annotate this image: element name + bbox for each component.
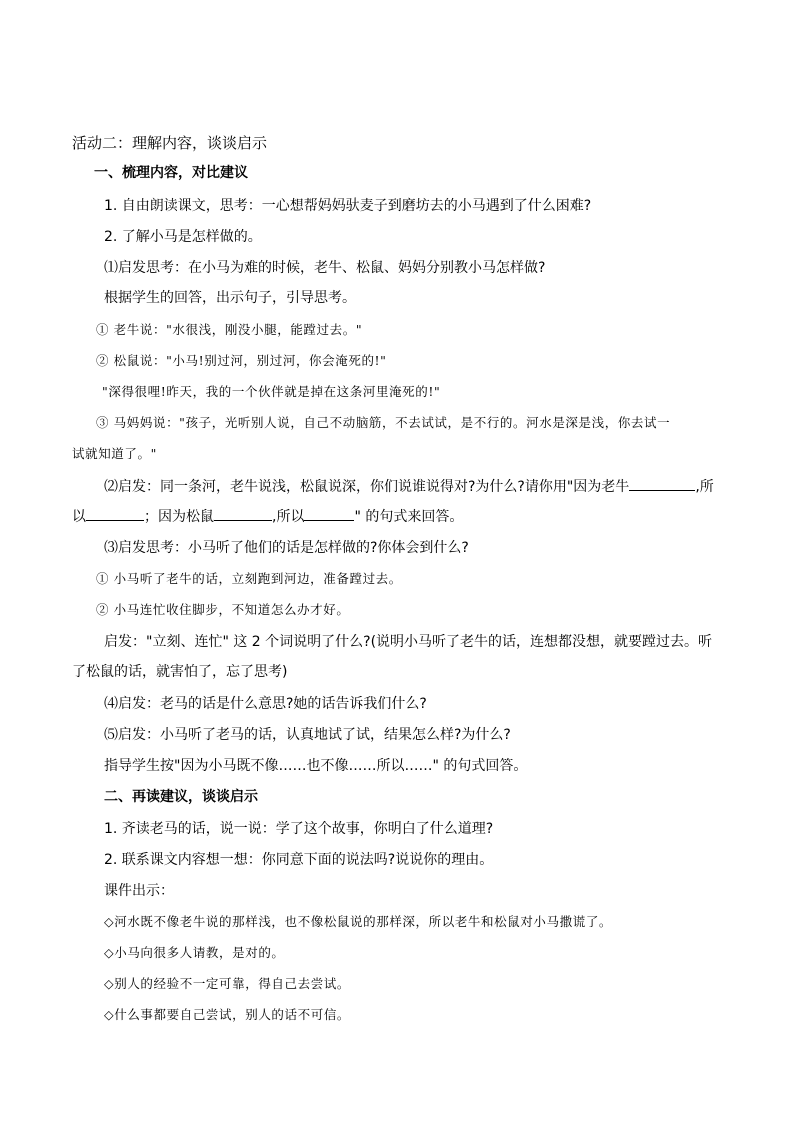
- question-2-2-line1: [104, 476, 714, 497]
- section-title: 活动二：理解内容，谈谈启示: [72, 134, 268, 152]
- quote-mother-line1: ③ 马妈妈说："孩子，光听别人说，自己不动脑筋，不去试试，是不行的。河水是深是浅，你去试一: [96, 415, 671, 430]
- part2-question-2: 2. 联系课文内容想一想：你同意下面的说法吗?说说你的理由。: [104, 852, 494, 868]
- statement-item: ◇什么事都要自己尝试，别人的话不可信。: [104, 1007, 351, 1022]
- question-2-1: ⑴启发思考：在小马为难的时候，老牛、松鼠、妈妈分别教小马怎样做?: [104, 260, 546, 276]
- quote-squirrel-continued: "深得很哩!昨天，我的一个伙伴就是掉在这条河里淹死的!": [102, 384, 441, 399]
- part2-question-1: 1. 齐读老马的话，说一说：学了这个故事，你明白了什么道理?: [104, 821, 494, 837]
- fill-blank: [214, 506, 272, 521]
- fill-blank: [304, 506, 354, 521]
- question-2-1-note: 根据学生的回答，出示句子，引导思考。: [104, 290, 356, 306]
- question-2-3: ⑶启发思考：小马听了他们的话是怎样做的?你体会到什么?: [104, 540, 469, 556]
- question-2-2-text-a: ⑵启发：同一条河，老牛说浅，松鼠说深，你们说谁说得对?为什么?请你用"因为老牛: [104, 479, 630, 495]
- question-2-4: ⑷启发：老马的话是什么意思?她的话告诉我们什么?: [104, 696, 427, 712]
- part2-heading: 二、再读建议，谈谈启示: [104, 789, 258, 805]
- fill-blank: [629, 476, 695, 491]
- question-2-2-line2: [72, 506, 463, 527]
- part1-heading: 一、梳理内容，对比建议: [94, 165, 248, 181]
- inspire-line2: 了松鼠的话，就害怕了，忘了思考): [72, 664, 288, 680]
- question-1: 1. 自由朗读课文，思考：一心想帮妈妈驮麦子到磨坊去的小马遇到了什么困难?: [104, 198, 592, 214]
- quote-ox: ① 老牛说："水很浅，刚没小腿，能蹚过去。": [96, 322, 363, 337]
- question-2-2-text-e: ,所以: [272, 509, 305, 525]
- question-2-5: ⑸启发：小马听了老马的话，认真地试了试，结果怎么样?为什么?: [104, 727, 511, 743]
- guide-text: 指导学生按"因为小马既不像……也不像……所以……" 的句式回答。: [104, 758, 528, 774]
- statement-item: ◇河水既不像老牛说的那样浅，也不像松鼠说的那样深，所以老牛和松鼠对小马撒谎了。: [104, 914, 613, 929]
- quote-mother-line2: 试就知道了。": [72, 446, 157, 461]
- question-2-2-text-c: 以: [72, 509, 86, 525]
- statement-item: ◇小马向很多人请教，是对的。: [104, 945, 285, 960]
- statement-item: ◇别人的经验不一定可靠，得自己去尝试。: [104, 976, 351, 991]
- courseware-label: 课件出示：: [104, 883, 174, 899]
- quote-colt-action-2: ② 小马连忙收住脚步，不知道怎么办才好。: [96, 602, 350, 617]
- inspire-line1: 启发："立刻、连忙" 这 2 个词说明了什么?(说明小马听了老牛的话，连想都没想，就要蹚过去。听: [104, 634, 713, 650]
- question-2-2-text-f: " 的句式来回答。: [354, 509, 464, 525]
- question-2: 2. 了解小马是怎样做的。: [104, 229, 262, 245]
- question-2-2-text-b: ,所: [695, 479, 714, 495]
- quote-colt-action-1: ① 小马听了老牛的话，立刻跑到河边，准备蹚过去。: [96, 571, 402, 586]
- quote-squirrel: ② 松鼠说："小马!别过河，别过河，你会淹死的!": [96, 353, 387, 368]
- question-2-2-text-d: ；因为松鼠: [144, 509, 214, 525]
- fill-blank: [86, 506, 144, 521]
